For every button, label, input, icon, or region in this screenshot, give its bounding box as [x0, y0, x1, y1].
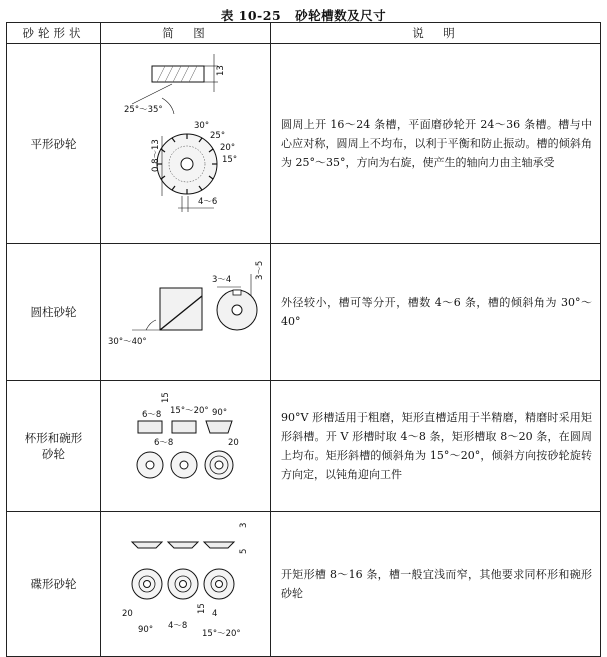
table-row	[7, 381, 601, 512]
dim-3-label: 3	[238, 522, 249, 528]
shape-cell: 圆柱砂轮	[7, 244, 101, 381]
shape-line2: 砂轮	[42, 447, 65, 461]
table-title-text: 砂轮槽数及尺寸	[295, 8, 387, 23]
shape-line1: 杯形和碗形	[24, 431, 83, 445]
dish-wheel-diagram	[102, 512, 270, 652]
bowl-side	[206, 421, 232, 433]
header-figure: 简 图	[101, 23, 271, 44]
cylinder-side-view	[160, 288, 202, 330]
angle-label: 15°～20°	[201, 629, 241, 639]
width-label: 4～6	[197, 197, 217, 207]
groove-table	[6, 22, 601, 657]
width-label: 3～4	[211, 275, 231, 285]
width-label: 4～8	[167, 621, 187, 631]
angle-label: 30°～40°	[107, 337, 147, 347]
angle-label: 25°～35°	[123, 105, 163, 115]
description-cell: 开矩形槽 8～16 条，槽一般宜浅而窄，其他要求同杯形和碗形砂轮	[271, 512, 601, 657]
angle-label: 15°～20°	[169, 406, 209, 416]
dish-side-2	[168, 542, 198, 548]
angle-30-label: 30°	[193, 121, 209, 131]
wheel-side-view	[152, 66, 204, 82]
height-label: 3～5	[254, 260, 265, 280]
cup-side-2	[172, 421, 196, 433]
angle-15-label: 15°	[221, 155, 237, 165]
figure-cell	[101, 512, 271, 657]
cup-bowl-wheel-diagram	[102, 381, 270, 507]
wheel-bore	[181, 158, 193, 170]
dim-6-8b-label: 6～8	[153, 438, 173, 448]
flat-wheel-diagram	[102, 44, 270, 239]
table-row	[7, 244, 601, 381]
table-row	[7, 44, 601, 244]
thickness-label: 13	[215, 65, 226, 76]
diameter-label: 0.8～13	[150, 139, 161, 172]
dim-6-8-label: 6～8	[141, 410, 161, 420]
shape-cell: 平形砂轮	[7, 44, 101, 244]
angle-90-label: 90°	[137, 625, 153, 635]
dim-15-label: 15	[196, 603, 207, 614]
dim-20-label: 20	[227, 438, 239, 448]
figure-cell	[101, 44, 271, 244]
header-row	[7, 23, 601, 44]
angle-90-label: 90°	[211, 408, 227, 418]
cup-side-1	[138, 421, 162, 433]
description-cell: 90°V 形槽适用于粗磨，矩形直槽适用于半精磨，精磨时采用矩形斜槽。开 V 形槽时取 4～8 条，矩形槽取 8～20 条，在圆周上均布。矩形斜槽的倾斜角为 15°～20°，倾斜方向按砂轮旋转方向定，以钝角迎向工件	[271, 381, 601, 512]
figure-cell	[101, 244, 271, 381]
table-row	[7, 512, 601, 657]
dish-side-3	[204, 542, 234, 548]
dim-5-label: 5	[238, 548, 249, 554]
dim-20-label: 20	[121, 609, 133, 619]
dim-15-label: 15	[160, 392, 171, 403]
angle-25-label: 25°	[209, 131, 225, 141]
table-number: 表 10-25	[220, 8, 282, 23]
angle-20-label: 20°	[219, 143, 235, 153]
shape-cell: 碟形砂轮	[7, 512, 101, 657]
description-cell: 圆周上开 16～24 条槽，平面磨砂轮开 24～36 条槽。槽与中心应对称，圆周上不均布，以利于平衡和防止振动。槽的倾斜角为 25°～35°，方向为右旋，使产生的轴向力由主轴承受	[271, 44, 601, 244]
cylinder-wheel-diagram	[102, 244, 270, 376]
dish-side-1	[132, 542, 162, 548]
figure-cell	[101, 381, 271, 512]
description-cell: 外径较小，槽可等分开，槽数 4～6 条，槽的倾斜角为 30°～40°	[271, 244, 601, 381]
header-description: 说 明	[271, 23, 601, 44]
shape-cell	[7, 381, 101, 512]
dim-4-label: 4	[211, 609, 217, 619]
header-shape: 砂轮形状	[7, 23, 101, 44]
